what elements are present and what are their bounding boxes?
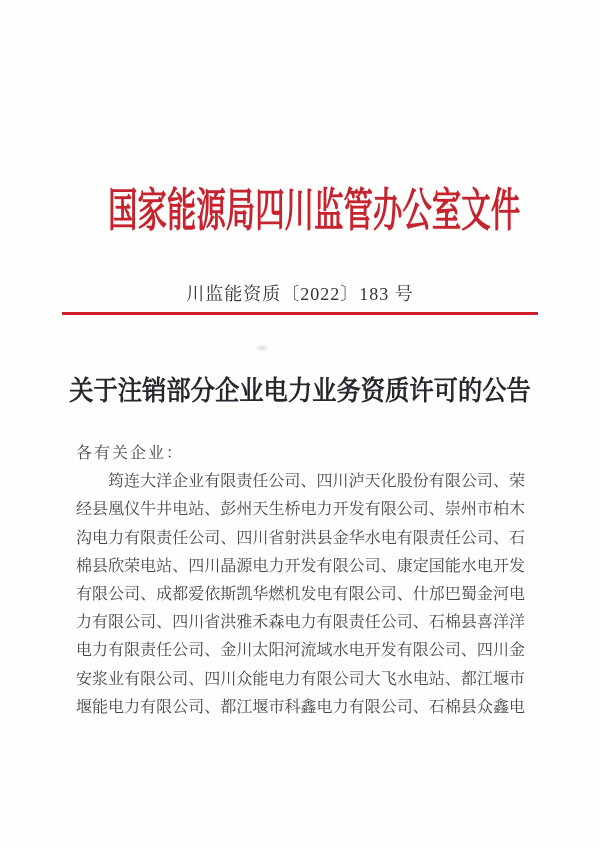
paragraph-line: 沟电力有限责任公司、四川省射洪县金华水电有限责任公司、石 [76,529,525,547]
body-paragraph [76,440,525,722]
paragraph-line: 安浆业有限公司、四川众能电力有限公司大飞水电站、都江堰市 [76,670,525,688]
salutation-line: 各有关企业： [76,445,185,462]
paragraph-line: 筠连大洋企业有限责任公司、四川泸天化股份有限公司、荣 [108,473,525,491]
announcement-title: 关于注销部分企业电力业务资质许可的公告 [69,376,531,406]
letterhead-title: 国家能源局四川监管办公室文件 [108,185,521,236]
paragraph-lines [76,468,525,722]
letterhead-rule [62,312,538,315]
paragraph-line: 力有限公司、四川省洪雅禾森电力有限责任公司、石棉县喜洋洋 [76,614,525,632]
document-number: 川监能资质〔2022〕183 号 [186,284,414,304]
paragraph-line: 堰能电力有限公司、都江堰市科鑫电力有限公司、石棉县众鑫电 [76,698,525,716]
paragraph-line: 棉县欣荣电站、四川晶源电力开发有限公司、康定国能水电开发 [76,557,525,575]
scan-smudge-artifact [255,344,269,352]
paragraph-line: 有限公司、成都爱依斯凯华燃机发电有限公司、什邡巴蜀金河电 [76,585,525,603]
paragraph-line: 经县凰仪牛井电站、彭州天生桥电力开发有限公司、崇州市柏木 [76,501,525,519]
paragraph-line: 电力有限责任公司、金川太阳河流域水电开发有限公司、四川金 [76,642,525,660]
